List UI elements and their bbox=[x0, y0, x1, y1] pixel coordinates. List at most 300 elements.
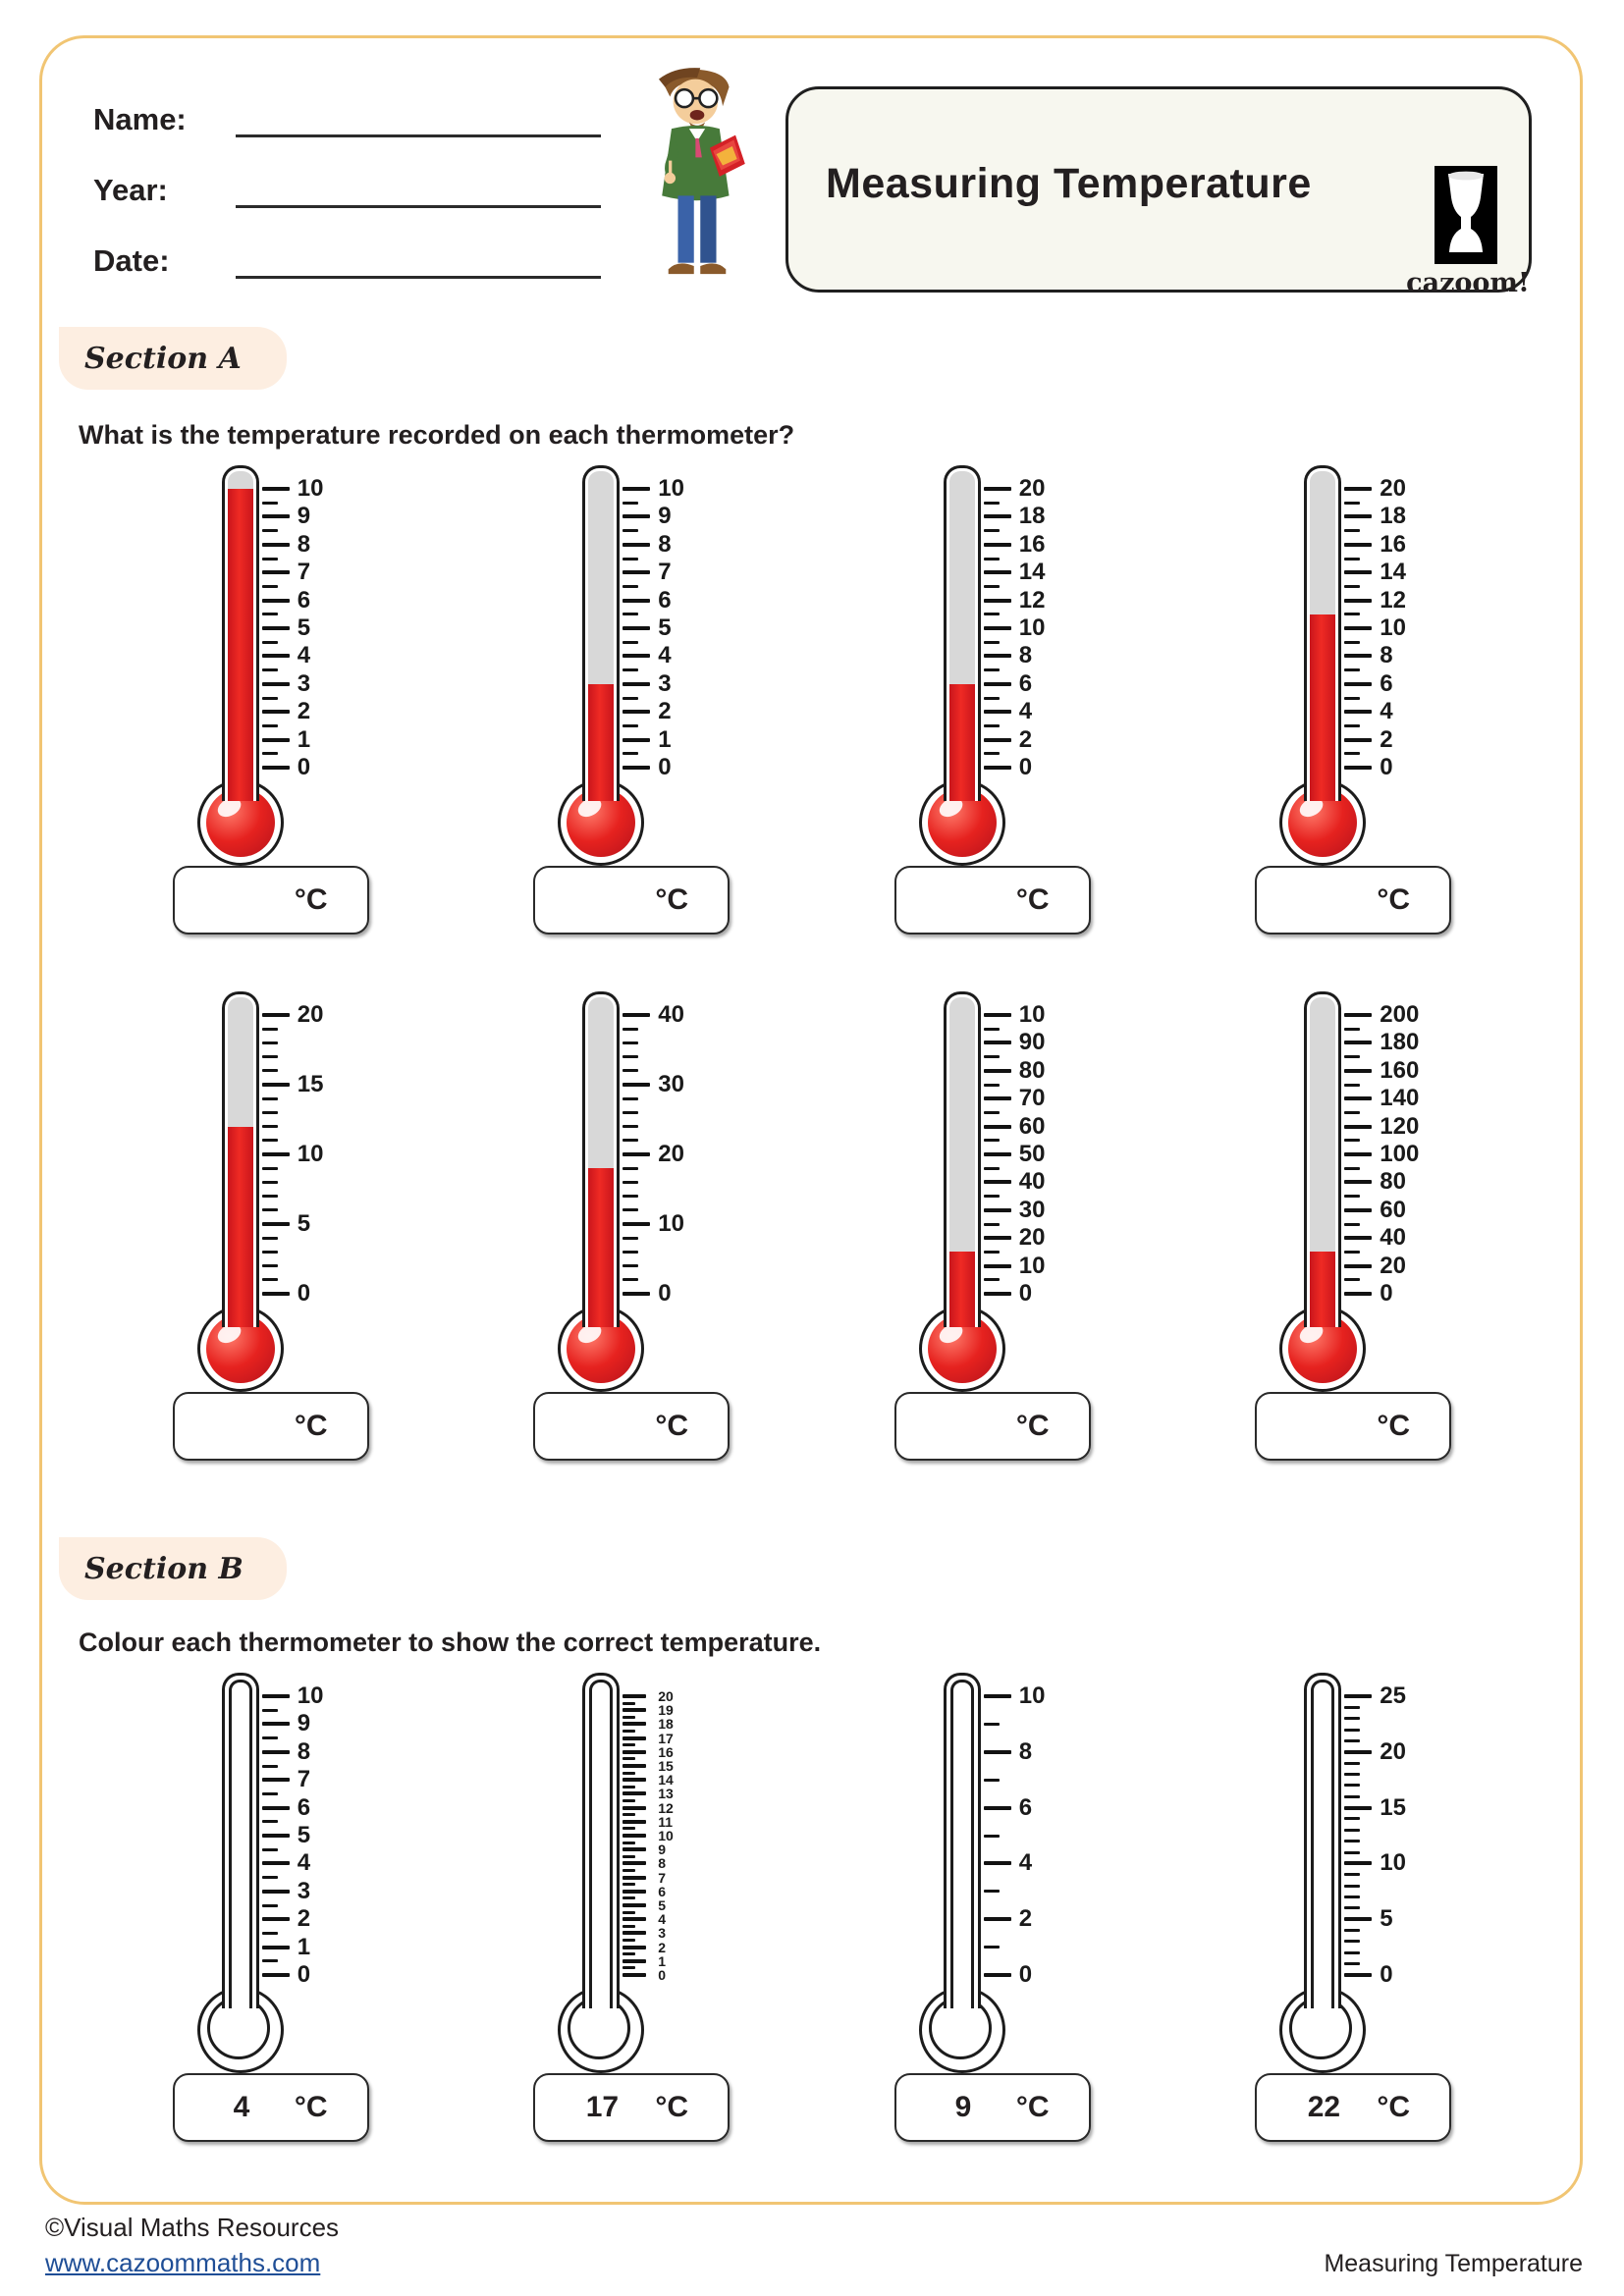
minor-tick-mark bbox=[623, 1208, 638, 1211]
minor-tick-mark bbox=[1344, 1962, 1360, 1965]
major-tick-mark bbox=[1344, 738, 1372, 742]
major-tick-mark bbox=[984, 1125, 1011, 1129]
scale-label: 30 bbox=[658, 1071, 684, 1097]
answer-box[interactable] bbox=[173, 1392, 369, 1461]
minor-tick-mark bbox=[623, 641, 638, 644]
major-tick-mark bbox=[623, 1959, 646, 1963]
scale-label: 10 bbox=[1018, 1001, 1046, 1028]
scale-label: 0 bbox=[297, 754, 311, 780]
minor-tick-mark bbox=[262, 502, 278, 505]
minor-tick-mark bbox=[1344, 1840, 1360, 1842]
minor-tick-mark bbox=[262, 1848, 278, 1851]
worksheet-title: Measuring Temperature bbox=[826, 160, 1312, 207]
minor-tick-mark bbox=[1344, 1028, 1360, 1031]
minor-tick-mark bbox=[623, 1237, 638, 1240]
minor-tick-mark bbox=[262, 558, 278, 561]
scale-label: 0 bbox=[1380, 754, 1393, 780]
thermometer-track bbox=[949, 997, 975, 1327]
unit-label: °C bbox=[1015, 2091, 1050, 2123]
scale-label: 16 bbox=[1018, 530, 1046, 558]
minor-tick-mark bbox=[623, 1041, 638, 1044]
thermometer-mercury bbox=[1310, 614, 1335, 801]
major-tick-mark bbox=[984, 1806, 1011, 1810]
minor-tick-mark bbox=[1344, 724, 1360, 727]
scale-label: 11 bbox=[658, 1813, 674, 1830]
thermometer-track bbox=[588, 997, 614, 1327]
scale-label: 20 bbox=[1380, 1737, 1406, 1765]
major-tick-mark bbox=[1344, 487, 1372, 491]
major-tick-mark bbox=[623, 1806, 646, 1810]
scale-label: 8 bbox=[1018, 642, 1033, 669]
major-tick-mark bbox=[623, 1876, 646, 1880]
minor-tick-mark bbox=[984, 1139, 1000, 1142]
scale-label: 5 bbox=[297, 614, 311, 641]
major-tick-mark bbox=[623, 1083, 650, 1087]
minor-tick-mark bbox=[1344, 641, 1360, 644]
minor-tick-mark bbox=[984, 724, 1000, 727]
major-tick-mark bbox=[984, 487, 1011, 491]
answer-box[interactable] bbox=[894, 1392, 1091, 1461]
major-tick-mark bbox=[623, 1834, 646, 1838]
major-tick-mark bbox=[623, 710, 650, 714]
footer-copyright: ©Visual Maths Resources bbox=[45, 2213, 340, 2242]
minor-tick-mark bbox=[623, 1251, 638, 1254]
thermometer-track bbox=[228, 471, 253, 801]
major-tick-mark bbox=[623, 738, 650, 742]
major-tick-mark bbox=[984, 1013, 1011, 1017]
major-tick-mark bbox=[984, 1180, 1011, 1184]
scale-label: 18 bbox=[658, 1716, 674, 1733]
minor-tick-mark bbox=[623, 1743, 635, 1746]
minor-tick-mark bbox=[623, 1869, 635, 1872]
major-tick-mark bbox=[984, 654, 1011, 658]
minor-tick-mark bbox=[623, 1883, 635, 1886]
major-tick-mark bbox=[1344, 1013, 1372, 1017]
scale-label: 10 bbox=[658, 1210, 684, 1237]
thermometer bbox=[875, 988, 1110, 1392]
major-tick-mark bbox=[623, 654, 650, 658]
scale-label: 2 bbox=[297, 1905, 311, 1933]
thermometer-tube bbox=[582, 991, 620, 1327]
scale-label: 10 bbox=[297, 475, 324, 502]
thermometer-track bbox=[1310, 997, 1335, 1327]
section-b-chip bbox=[59, 1537, 287, 1600]
minor-tick-mark bbox=[623, 502, 638, 505]
thermometer-tube bbox=[1304, 1673, 1341, 2008]
scale-label: 8 bbox=[297, 1737, 311, 1765]
minor-tick-mark bbox=[623, 1952, 635, 1955]
minor-tick-mark bbox=[1344, 1251, 1360, 1254]
major-tick-mark bbox=[262, 1946, 290, 1949]
minor-tick-mark bbox=[984, 1111, 1000, 1114]
minor-tick-mark bbox=[623, 1911, 635, 1914]
minor-tick-mark bbox=[1344, 558, 1360, 561]
thermometer-tube bbox=[1304, 991, 1341, 1327]
unit-label: °C bbox=[1015, 1410, 1050, 1442]
major-tick-mark bbox=[262, 1917, 290, 1921]
major-tick-mark bbox=[623, 1694, 646, 1698]
major-tick-mark bbox=[984, 1208, 1011, 1212]
minor-tick-mark bbox=[1344, 1829, 1360, 1832]
unit-label: °C bbox=[294, 2091, 328, 2123]
scale-label: 5 bbox=[658, 1897, 667, 1913]
minor-tick-mark bbox=[262, 529, 278, 532]
major-tick-mark bbox=[984, 570, 1011, 574]
minor-tick-mark bbox=[1344, 1885, 1360, 1888]
major-tick-mark bbox=[623, 487, 650, 491]
minor-tick-mark bbox=[1344, 1951, 1360, 1954]
major-tick-mark bbox=[1344, 1292, 1372, 1296]
scale-label: 5 bbox=[658, 614, 672, 641]
major-tick-mark bbox=[262, 599, 290, 603]
major-tick-mark bbox=[984, 1236, 1011, 1240]
thermometer-tube bbox=[222, 1673, 259, 2008]
minor-tick-mark bbox=[262, 1820, 278, 1823]
scale-label: 15 bbox=[297, 1071, 324, 1097]
major-tick-mark bbox=[1344, 570, 1372, 574]
major-tick-mark bbox=[623, 1903, 646, 1907]
scale-label: 20 bbox=[1380, 1252, 1406, 1279]
scale-label: 4 bbox=[297, 1849, 311, 1877]
major-tick-mark bbox=[623, 1292, 650, 1296]
major-tick-mark bbox=[262, 766, 290, 770]
minor-tick-mark bbox=[262, 1876, 278, 1879]
minor-tick-mark bbox=[984, 502, 1000, 505]
scale-label: 180 bbox=[1380, 1029, 1420, 1056]
thermometer-tube bbox=[944, 465, 981, 801]
scale-label: 8 bbox=[658, 530, 672, 558]
scale-label: 90 bbox=[1018, 1029, 1046, 1056]
major-tick-mark bbox=[623, 1222, 650, 1226]
thermometer-track bbox=[228, 997, 253, 1327]
answer-box[interactable] bbox=[894, 2073, 1091, 2142]
minor-tick-mark bbox=[984, 668, 1000, 671]
unit-label: °C bbox=[655, 2091, 689, 2123]
answer-box[interactable] bbox=[173, 2073, 369, 2142]
minor-tick-mark bbox=[262, 1181, 278, 1184]
major-tick-mark bbox=[984, 1917, 1011, 1921]
scale-label: 4 bbox=[297, 642, 311, 669]
minor-tick-mark bbox=[262, 1208, 278, 1211]
temperature-value: 22 bbox=[1307, 2091, 1341, 2123]
scale-label: 18 bbox=[1018, 503, 1046, 530]
answer-box[interactable] bbox=[173, 866, 369, 934]
major-tick-mark bbox=[262, 1861, 290, 1865]
major-tick-mark bbox=[984, 1152, 1011, 1156]
thermometer-cell bbox=[153, 461, 389, 934]
thermometer-tube bbox=[582, 465, 620, 801]
major-tick-mark bbox=[262, 543, 290, 547]
thermometer bbox=[514, 461, 749, 866]
scale-label: 20 bbox=[1018, 475, 1046, 502]
answer-box[interactable] bbox=[1255, 2073, 1451, 2142]
scale-label: 9 bbox=[658, 1842, 667, 1858]
thermometer-mercury bbox=[588, 1168, 614, 1327]
scale-label: 16 bbox=[658, 1743, 674, 1760]
scale-label: 14 bbox=[1380, 559, 1406, 586]
major-tick-mark bbox=[1344, 1069, 1372, 1073]
scale-label: 2 bbox=[1380, 725, 1393, 753]
major-tick-mark bbox=[1344, 710, 1372, 714]
major-tick-mark bbox=[623, 1861, 646, 1865]
minor-tick-mark bbox=[1344, 752, 1360, 755]
minor-tick-mark bbox=[984, 1028, 1000, 1031]
minor-tick-mark bbox=[984, 1779, 1000, 1782]
thermometer[interactable] bbox=[153, 1669, 389, 2073]
minor-tick-mark bbox=[984, 697, 1000, 700]
minor-tick-mark bbox=[262, 1736, 278, 1739]
major-tick-mark bbox=[623, 1778, 646, 1782]
minor-tick-mark bbox=[623, 1028, 638, 1031]
name-input-line[interactable] bbox=[236, 98, 601, 137]
major-tick-mark bbox=[262, 514, 290, 518]
major-tick-mark bbox=[623, 1013, 650, 1017]
scale-label: 0 bbox=[1018, 1280, 1033, 1307]
scale-label: 9 bbox=[297, 1710, 311, 1737]
major-tick-mark bbox=[984, 1861, 1011, 1865]
scale-label: 20 bbox=[297, 1001, 324, 1028]
scale-label: 40 bbox=[1018, 1168, 1046, 1196]
scale-label: 0 bbox=[1380, 1961, 1393, 1988]
scale-label: 4 bbox=[1380, 698, 1393, 725]
major-tick-mark bbox=[1344, 1973, 1372, 1977]
minor-tick-mark bbox=[623, 752, 638, 755]
answer-box[interactable] bbox=[894, 866, 1091, 934]
minor-tick-mark bbox=[262, 1125, 278, 1128]
minor-tick-mark bbox=[1344, 1195, 1360, 1198]
major-tick-mark bbox=[1344, 1264, 1372, 1268]
thermometer-track bbox=[588, 471, 614, 801]
minor-tick-mark bbox=[984, 613, 1000, 615]
scale-label: 2 bbox=[1018, 1905, 1033, 1933]
scale-label: 80 bbox=[1018, 1056, 1046, 1084]
scale-label: 2 bbox=[1018, 725, 1033, 753]
thermometer-tube bbox=[944, 991, 981, 1327]
thermometer-track bbox=[1310, 471, 1335, 801]
minor-tick-mark bbox=[623, 1055, 638, 1058]
minor-tick-mark bbox=[262, 1069, 278, 1072]
major-tick-mark bbox=[984, 738, 1011, 742]
scale-label: 6 bbox=[658, 1883, 667, 1899]
minor-tick-mark bbox=[1344, 697, 1360, 700]
answer-box[interactable] bbox=[533, 866, 730, 934]
section-a-question: What is the temperature recorded on each thermometer? bbox=[79, 420, 795, 450]
thermometer-mercury bbox=[228, 489, 253, 801]
minor-tick-mark bbox=[1344, 585, 1360, 588]
scale-label: 3 bbox=[658, 669, 672, 697]
thermometer-cell bbox=[514, 1669, 749, 2142]
major-tick-mark bbox=[623, 570, 650, 574]
thermometer[interactable] bbox=[1235, 1669, 1471, 2073]
major-tick-mark bbox=[623, 1820, 646, 1824]
minor-tick-mark bbox=[262, 1111, 278, 1114]
section-a-label: Section A bbox=[84, 341, 242, 376]
scale-label: 3 bbox=[297, 669, 311, 697]
minor-tick-mark bbox=[1344, 1739, 1360, 1742]
minor-tick-mark bbox=[623, 1730, 635, 1733]
scale-label: 6 bbox=[1018, 1793, 1033, 1821]
answer-box[interactable] bbox=[1255, 866, 1451, 934]
answer-box[interactable] bbox=[533, 1392, 730, 1461]
major-tick-mark bbox=[984, 599, 1011, 603]
minor-tick-mark bbox=[984, 558, 1000, 561]
major-tick-mark bbox=[1344, 1694, 1372, 1698]
scale-label: 120 bbox=[1380, 1112, 1420, 1140]
thermometer-cell bbox=[153, 1669, 389, 2142]
minor-tick-mark bbox=[262, 585, 278, 588]
minor-tick-mark bbox=[1344, 1167, 1360, 1170]
major-tick-mark bbox=[262, 1973, 290, 1977]
scale-label: 16 bbox=[1380, 530, 1406, 558]
footer-website-link[interactable]: www.cazoommaths.com bbox=[45, 2248, 321, 2277]
scale-label: 4 bbox=[1018, 698, 1033, 725]
answer-box[interactable] bbox=[533, 2073, 730, 2142]
scale-label: 4 bbox=[658, 642, 672, 669]
scale-label: 20 bbox=[1018, 1224, 1046, 1252]
minor-tick-mark bbox=[623, 1827, 635, 1830]
major-tick-mark bbox=[623, 514, 650, 518]
thermometer-tube bbox=[1304, 465, 1341, 801]
minor-tick-mark bbox=[1344, 1084, 1360, 1087]
minor-tick-mark bbox=[1344, 1717, 1360, 1720]
major-tick-mark bbox=[984, 1973, 1011, 1977]
minor-tick-mark bbox=[262, 1278, 278, 1281]
date-input-line[interactable] bbox=[236, 240, 601, 279]
minor-tick-mark bbox=[262, 1904, 278, 1907]
scale-label: 6 bbox=[658, 586, 672, 614]
major-tick-mark bbox=[1344, 1917, 1372, 1921]
major-tick-mark bbox=[262, 1013, 290, 1017]
minor-tick-mark bbox=[1344, 1795, 1360, 1798]
thermometer[interactable] bbox=[514, 1669, 749, 2073]
name-field-row bbox=[93, 98, 601, 137]
scale-label: 0 bbox=[658, 1280, 672, 1307]
major-tick-mark bbox=[984, 1041, 1011, 1044]
major-tick-mark bbox=[262, 1292, 290, 1296]
minor-tick-mark bbox=[623, 1167, 638, 1170]
unit-label: °C bbox=[294, 883, 328, 916]
temperature-value: 9 bbox=[954, 2091, 972, 2123]
major-tick-mark bbox=[1344, 682, 1372, 686]
major-tick-mark bbox=[262, 1152, 290, 1156]
minor-tick-mark bbox=[262, 1237, 278, 1240]
major-tick-mark bbox=[262, 626, 290, 630]
minor-tick-mark bbox=[623, 529, 638, 532]
thermometer-tube-inner bbox=[229, 1680, 252, 2008]
major-tick-mark bbox=[262, 1750, 290, 1754]
thermometer-mercury bbox=[1310, 1252, 1335, 1327]
minor-tick-mark bbox=[1344, 1706, 1360, 1709]
scale-label: 17 bbox=[658, 1730, 674, 1746]
scale-label: 70 bbox=[1018, 1085, 1046, 1112]
minor-tick-mark bbox=[984, 1223, 1000, 1226]
section-b-question: Colour each thermometer to show the correct temperature. bbox=[79, 1628, 822, 1657]
major-tick-mark bbox=[1344, 1152, 1372, 1156]
answer-box[interactable] bbox=[1255, 1392, 1451, 1461]
major-tick-mark bbox=[623, 1750, 646, 1754]
scale-label: 14 bbox=[1018, 559, 1046, 586]
scale-label: 60 bbox=[1380, 1196, 1406, 1223]
major-tick-mark bbox=[1344, 514, 1372, 518]
thermometer bbox=[1235, 461, 1471, 866]
major-tick-mark bbox=[984, 1069, 1011, 1073]
minor-tick-mark bbox=[1344, 1896, 1360, 1898]
thermometer-cell bbox=[1235, 461, 1471, 934]
thermometer-cell bbox=[1235, 988, 1471, 1461]
scale-label: 10 bbox=[1380, 1849, 1406, 1877]
scale-label: 2 bbox=[658, 1939, 667, 1955]
minor-tick-mark bbox=[984, 752, 1000, 755]
scale-label: 2 bbox=[658, 698, 672, 725]
major-tick-mark bbox=[623, 543, 650, 547]
year-input-line[interactable] bbox=[236, 169, 601, 208]
scale-label: 50 bbox=[1018, 1141, 1046, 1167]
major-tick-mark bbox=[262, 682, 290, 686]
scale-label: 1 bbox=[297, 1933, 311, 1960]
cazoom-logo-icon bbox=[1435, 166, 1497, 264]
minor-tick-mark bbox=[623, 1896, 635, 1899]
minor-tick-mark bbox=[984, 1723, 1000, 1726]
scale-label: 7 bbox=[658, 1869, 667, 1886]
scale-label: 80 bbox=[1380, 1168, 1406, 1196]
minor-tick-mark bbox=[1344, 529, 1360, 532]
major-tick-mark bbox=[984, 1750, 1011, 1754]
minor-tick-mark bbox=[623, 1069, 638, 1072]
minor-tick-mark bbox=[623, 1278, 638, 1281]
scale-label: 40 bbox=[658, 1001, 684, 1028]
date-label: Date: bbox=[93, 243, 170, 278]
thermometer[interactable] bbox=[875, 1669, 1110, 2073]
scale-label: 1 bbox=[658, 725, 672, 753]
scale-label: 0 bbox=[658, 754, 672, 780]
minor-tick-mark bbox=[623, 1757, 635, 1760]
major-tick-mark bbox=[1344, 1208, 1372, 1212]
minor-tick-mark bbox=[1344, 668, 1360, 671]
scale-label: 20 bbox=[658, 1141, 684, 1167]
major-tick-mark bbox=[262, 487, 290, 491]
minor-tick-mark bbox=[262, 1139, 278, 1142]
unit-label: °C bbox=[655, 883, 689, 916]
major-tick-mark bbox=[623, 626, 650, 630]
minor-tick-mark bbox=[984, 1055, 1000, 1058]
minor-tick-mark bbox=[623, 1181, 638, 1184]
major-tick-mark bbox=[623, 1791, 646, 1795]
minor-tick-mark bbox=[1344, 1773, 1360, 1776]
major-tick-mark bbox=[1344, 543, 1372, 547]
scale-label: 6 bbox=[297, 586, 311, 614]
year-field-row bbox=[93, 169, 601, 208]
minor-tick-mark bbox=[262, 1167, 278, 1170]
scale-label: 9 bbox=[297, 503, 311, 530]
date-field-row bbox=[93, 240, 601, 279]
scale-label: 8 bbox=[658, 1855, 667, 1872]
major-tick-mark bbox=[1344, 654, 1372, 658]
minor-tick-mark bbox=[262, 641, 278, 644]
minor-tick-mark bbox=[623, 1716, 635, 1719]
title-panel bbox=[785, 86, 1532, 298]
scale-label: 12 bbox=[658, 1799, 674, 1816]
unit-label: °C bbox=[1015, 883, 1050, 916]
minor-tick-mark bbox=[984, 1946, 1000, 1949]
major-tick-mark bbox=[623, 1973, 646, 1977]
scale-label: 25 bbox=[1380, 1682, 1406, 1709]
minor-tick-mark bbox=[984, 1084, 1000, 1087]
thermometer bbox=[153, 461, 389, 866]
major-tick-mark bbox=[1344, 1750, 1372, 1754]
major-tick-mark bbox=[623, 1847, 646, 1851]
scale-label: 15 bbox=[1380, 1793, 1406, 1821]
thermometer-tube bbox=[222, 991, 259, 1327]
